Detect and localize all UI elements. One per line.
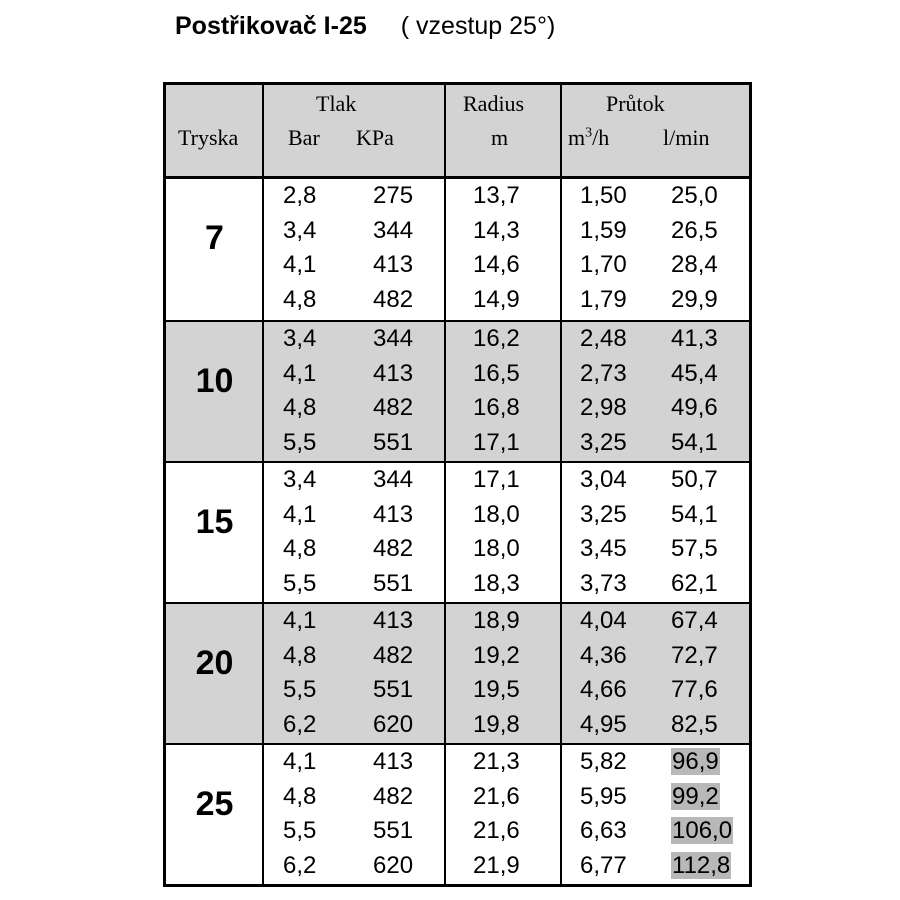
header-kpa: KPa [356, 125, 394, 150]
cell-m3h: 5,95 [580, 782, 627, 810]
cell-kpa: 482 [373, 535, 414, 562]
cell-kpa: 413 [373, 607, 414, 634]
cell-m3h: 6,77 [580, 851, 627, 879]
cell-kpa: 413 [373, 500, 414, 528]
cell-m3h: 2,48 [580, 325, 627, 352]
cell-lmin: 57,5 [671, 535, 718, 562]
cell-lmin: 41,3 [671, 325, 718, 352]
header-prutok: Průtok [606, 91, 665, 116]
cell-m3h: 2,98 [580, 394, 627, 421]
cell-bar: 4,1 [283, 359, 317, 387]
nozzle-size: 15 [195, 503, 234, 541]
cell-kpa: 413 [373, 359, 414, 387]
cell-bar: 4,1 [283, 748, 317, 775]
cell-m3h: 1,70 [580, 251, 627, 278]
cell-bar: 4,8 [283, 535, 317, 562]
header-radius: Radius [463, 91, 525, 116]
page-title [175, 12, 555, 46]
cell-bar: 3,4 [283, 216, 317, 244]
header-m3h: $m^3/h$ [568, 125, 610, 150]
title-subtitle: ( vzestup 25°) [400, 12, 556, 40]
nozzle-group [166, 461, 749, 602]
cell-kpa: 482 [373, 394, 414, 421]
cell-radius: 16,5 [473, 359, 520, 387]
cell-m3h: 1,79 [580, 285, 627, 313]
cell-m3h: 3,45 [580, 535, 627, 562]
spec-table [163, 82, 752, 887]
cell-bar: 5,5 [283, 428, 317, 456]
cell-radius: 17,1 [473, 466, 520, 493]
cell-bar: 4,1 [283, 251, 317, 278]
nozzle-group [166, 743, 749, 884]
cell-m3h: 4,36 [580, 641, 627, 669]
cell-radius: 14,6 [473, 251, 520, 278]
cell-m3h: 5,82 [580, 748, 627, 775]
title-main: Postřikovač I-25 [175, 12, 367, 40]
cell-kpa: 551 [373, 569, 414, 597]
nozzle-size: 20 [195, 644, 234, 682]
column-divider [560, 85, 562, 884]
cell-m3h: 3,04 [580, 466, 627, 493]
cell-m3h: 4,04 [580, 607, 627, 634]
cell-radius: 19,8 [473, 710, 520, 738]
cell-lmin: 50,7 [671, 466, 718, 493]
nozzle-group [166, 179, 749, 320]
nozzle-group [166, 602, 749, 743]
cell-kpa: 482 [373, 285, 414, 313]
cell-radius: 14,3 [473, 216, 520, 244]
cell-lmin: 82,5 [671, 710, 718, 738]
column-divider [444, 85, 446, 884]
cell-bar: 2,8 [283, 182, 317, 209]
cell-radius: 18,0 [473, 535, 520, 562]
cell-bar: 4,8 [283, 782, 317, 810]
nozzle-group [166, 320, 749, 461]
cell-kpa: 482 [373, 641, 414, 669]
table-header [166, 85, 749, 179]
cell-m3h: 2,73 [580, 359, 627, 387]
cell-lmin: 28,4 [671, 251, 718, 278]
cell-radius: 16,8 [473, 394, 520, 421]
cell-kpa: 344 [373, 325, 414, 352]
cell-lmin: 72,7 [671, 641, 718, 669]
cell-bar: 5,5 [283, 569, 317, 597]
cell-bar: 6,2 [283, 710, 317, 738]
cell-m3h: 3,73 [580, 569, 627, 597]
cell-lmin: 106,0 [672, 817, 733, 844]
cell-m3h: 4,66 [580, 676, 627, 703]
cell-m3h: 4,95 [580, 710, 627, 738]
cell-radius: 21,6 [473, 782, 520, 810]
cell-m3h: 1,50 [580, 182, 627, 209]
cell-kpa: 551 [373, 676, 414, 703]
cell-m3h: 1,59 [580, 216, 627, 244]
cell-radius: 21,6 [473, 817, 520, 844]
cell-lmin: 99,2 [672, 782, 719, 810]
cell-lmin: 45,4 [671, 359, 718, 387]
nozzle-size: 7 [205, 219, 224, 257]
cell-lmin: 77,6 [671, 676, 718, 703]
cell-bar: 4,1 [283, 607, 317, 634]
cell-m3h: 3,25 [580, 428, 627, 456]
header-lmin: l/min [663, 125, 710, 150]
cell-m3h: 3,25 [580, 500, 627, 528]
cell-radius: 21,9 [473, 851, 520, 879]
cell-radius: 18,0 [473, 500, 520, 528]
cell-bar: 3,4 [283, 325, 317, 352]
cell-kpa: 344 [373, 466, 414, 493]
cell-kpa: 551 [373, 428, 414, 456]
cell-lmin: 112,8 [672, 851, 731, 879]
cell-bar: 4,1 [283, 500, 317, 528]
header-tlak: Tlak [316, 91, 357, 116]
cell-lmin: 26,5 [671, 216, 718, 244]
cell-bar: 6,2 [283, 851, 317, 879]
cell-radius: 13,7 [473, 182, 520, 209]
cell-lmin: 96,9 [672, 748, 719, 775]
cell-m3h: 6,63 [580, 817, 627, 844]
cell-radius: 14,9 [473, 285, 520, 313]
cell-kpa: 620 [373, 710, 414, 738]
cell-bar: 4,8 [283, 641, 317, 669]
cell-kpa: 275 [373, 182, 414, 209]
cell-lmin: 67,4 [671, 607, 718, 634]
cell-lmin: 54,1 [671, 500, 718, 528]
cell-radius: 19,5 [473, 676, 520, 703]
cell-kpa: 620 [373, 851, 414, 879]
cell-bar: 4,8 [283, 394, 317, 421]
column-divider [262, 85, 264, 884]
cell-bar: 5,5 [283, 817, 317, 844]
cell-bar: 5,5 [283, 676, 317, 703]
cell-kpa: 482 [373, 782, 414, 810]
cell-radius: 18,9 [473, 607, 520, 634]
cell-kpa: 344 [373, 216, 414, 244]
cell-lmin: 29,9 [671, 285, 718, 313]
nozzle-size: 10 [195, 362, 234, 400]
nozzle-size: 25 [195, 785, 234, 823]
cell-lmin: 49,6 [671, 394, 718, 421]
cell-lmin: 62,1 [671, 569, 718, 597]
cell-radius: 19,2 [473, 641, 520, 669]
cell-kpa: 413 [373, 251, 414, 278]
cell-lmin: 25,0 [671, 182, 718, 209]
header-radius-unit: m [491, 125, 509, 150]
header-tryska: Tryska [178, 125, 239, 150]
cell-bar: 3,4 [283, 466, 317, 493]
cell-radius: 17,1 [473, 428, 520, 456]
cell-radius: 18,3 [473, 569, 520, 597]
cell-bar: 4,8 [283, 285, 317, 313]
cell-kpa: 551 [373, 817, 414, 844]
cell-radius: 21,3 [473, 748, 520, 775]
cell-radius: 16,2 [473, 325, 520, 352]
cell-lmin: 54,1 [671, 428, 718, 456]
cell-kpa: 413 [373, 748, 414, 775]
header-bar: Bar [288, 125, 320, 150]
